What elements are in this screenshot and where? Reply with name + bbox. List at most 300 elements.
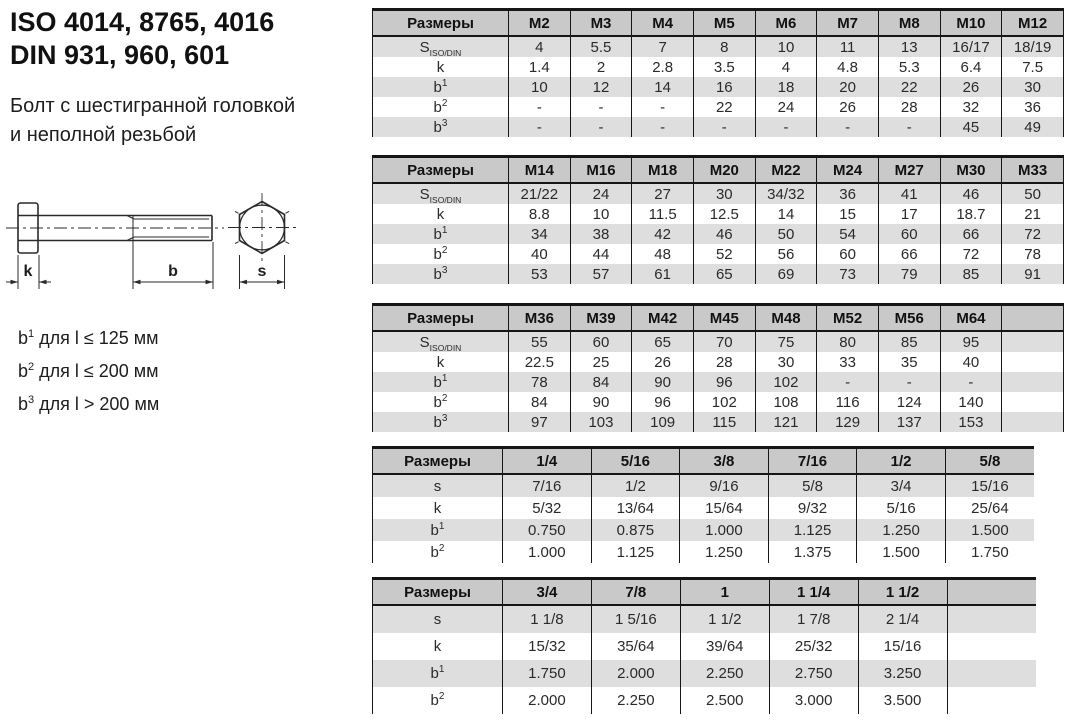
value-cell: 4 [509, 36, 571, 57]
value-cell: - [817, 117, 879, 137]
value-cell: 55 [509, 331, 571, 352]
value-cell: 121 [755, 412, 817, 432]
empty-cell [1002, 331, 1064, 352]
row-label: $b^2$ [373, 392, 509, 412]
value-cell: 1.750 [971, 543, 1009, 561]
value-cell: 16 [693, 77, 755, 97]
column-header: M3 [570, 10, 632, 37]
value-cell: 27 [632, 183, 694, 204]
value-cell: 16/17 [940, 36, 1002, 57]
value-cell: 2 1/4 [858, 605, 947, 633]
value-cell: 22 [693, 97, 755, 117]
table-row [373, 519, 1035, 541]
value-cell: 2.500 [680, 687, 769, 714]
value-cell: 8.8 [509, 204, 571, 224]
column-header: M33 [1002, 157, 1064, 184]
value-cell: - [755, 117, 817, 137]
value-cell: 38 [570, 224, 632, 244]
table-row [373, 687, 1037, 714]
table-row [373, 57, 1064, 77]
value-cell: 11 [817, 36, 879, 57]
value-cell: 0.875 [591, 519, 680, 541]
title-line-din: DIN 931, 960, 601 [10, 40, 230, 70]
value-cell: 2.000 [591, 660, 680, 687]
value-cell: 39/64 [680, 633, 769, 660]
row-label: k [373, 633, 503, 660]
value-cell: 25/64 [971, 499, 1009, 517]
value-cell: 0.750 [503, 519, 592, 541]
table-row [373, 541, 1035, 563]
value-cell: 35 [878, 352, 940, 372]
value-cell: 24 [755, 97, 817, 117]
column-header: M10 [940, 10, 1002, 37]
value-cell: 30 [755, 352, 817, 372]
row-label-header: Размеры [373, 448, 503, 475]
value-cell: 1.250 [680, 541, 769, 563]
value-cell: 2.8 [632, 57, 694, 77]
value-cell: 42 [632, 224, 694, 244]
row-label: $b^3$ [373, 412, 509, 432]
value-cell: 1.750 [503, 660, 592, 687]
table-row [373, 264, 1064, 284]
column-header: M30 [940, 157, 1002, 184]
value-cell: 3.500 [858, 687, 947, 714]
value-cell: 18/19 [1002, 36, 1064, 57]
value-cell: 5.3 [878, 57, 940, 77]
row-label: $b^2$ [373, 687, 503, 714]
row-label-header: Размеры [373, 157, 509, 184]
value-cell: 1/2 [591, 474, 680, 497]
value-cell: 1.500 [857, 541, 946, 563]
value-cell: 12.5 [693, 204, 755, 224]
column-header: M6 [755, 10, 817, 37]
value-cell: 41 [878, 183, 940, 204]
value-cell: 2 [570, 57, 632, 77]
value-cell: 1.000 [680, 519, 769, 541]
value-cell: 22.5 [509, 352, 571, 372]
table-row [373, 392, 1064, 412]
bolt-technical-drawing [0, 185, 340, 320]
value-cell: 18.7 [940, 204, 1002, 224]
row-label-header: Размеры [373, 10, 509, 37]
table-row [373, 331, 1064, 352]
value-cell: 15/16 [858, 633, 947, 660]
value-cell: 60 [570, 331, 632, 352]
table-row [373, 183, 1064, 204]
value-cell: 44 [570, 244, 632, 264]
value-cell: 66 [940, 224, 1002, 244]
table-row [373, 372, 1064, 392]
value-cell: 14 [632, 77, 694, 97]
value-cell: - [509, 117, 571, 137]
column-header: M22 [755, 157, 817, 184]
empty-cell [947, 633, 1036, 660]
value-cell: 46 [940, 183, 1002, 204]
value-cell: 90 [632, 372, 694, 392]
size-table [372, 303, 1064, 432]
dim-label-s: s [257, 263, 267, 280]
value-cell: 5/32 [503, 497, 592, 519]
value-cell: 3.5 [693, 57, 755, 77]
column-header: 7/16 [768, 448, 857, 475]
value-cell: 18 [755, 77, 817, 97]
column-header: M7 [817, 10, 879, 37]
value-cell: 45 [940, 117, 1002, 137]
value-cell: 1 1/2 [680, 605, 769, 633]
value-cell: 34/32 [755, 183, 817, 204]
row-label: $b^1$ [373, 660, 503, 687]
value-cell: - [632, 97, 694, 117]
value-cell: 1 5/16 [591, 605, 680, 633]
value-cell: 96 [693, 372, 755, 392]
column-header: M56 [878, 305, 940, 332]
size-table-imperial-2 [372, 577, 1036, 714]
value-cell: 48 [632, 244, 694, 264]
value-cell: 5/16 [857, 497, 946, 519]
column-header: 3/8 [680, 448, 769, 475]
value-cell: 78 [1002, 244, 1064, 264]
value-cell: 75 [755, 331, 817, 352]
value-cell: 140 [940, 392, 1002, 412]
column-header: M16 [570, 157, 632, 184]
value-cell: 9/16 [680, 474, 769, 497]
value-cell: 1.250 [857, 519, 946, 541]
value-cell: 78 [509, 372, 571, 392]
dim-label-k: k [23, 263, 33, 280]
column-header: 1 1/4 [769, 579, 858, 606]
value-cell: 3/4 [857, 474, 946, 497]
size-table [372, 577, 1036, 714]
footnote-b1: $b^1$ для l ≤ 125 мм [18, 328, 159, 348]
value-cell: 6.4 [940, 57, 1002, 77]
value-cell: 5/8 [768, 474, 857, 497]
column-header: M20 [693, 157, 755, 184]
column-header: 1/2 [857, 448, 946, 475]
value-cell: 2.250 [591, 687, 680, 714]
value-cell: 109 [632, 412, 694, 432]
value-cell: 1.500 [971, 521, 1009, 539]
column-header: 1 1/2 [858, 579, 947, 606]
value-cell: 85 [940, 264, 1002, 284]
value-cell: 50 [755, 224, 817, 244]
value-cell: 1 7/8 [769, 605, 858, 633]
value-cell: 72 [1002, 224, 1064, 244]
value-cell: 33 [817, 352, 879, 372]
value-cell: 3.000 [769, 687, 858, 714]
value-cell: 1.4 [509, 57, 571, 77]
value-cell: 153 [940, 412, 1002, 432]
value-cell: 21/22 [509, 183, 571, 204]
size-table [372, 155, 1064, 284]
value-cell: 57 [570, 264, 632, 284]
footnote-b2: $b^2$ для l ≤ 200 мм [18, 361, 159, 381]
column-header: M2 [509, 10, 571, 37]
value-cell: 36 [817, 183, 879, 204]
empty-column-header [1002, 305, 1064, 332]
value-cell: 9/32 [768, 497, 857, 519]
value-cell: 80 [817, 331, 879, 352]
row-label: $b^2$ [373, 541, 503, 563]
row-label: k [373, 57, 509, 77]
value-cell: 52 [693, 244, 755, 264]
column-header: 5/16 [591, 448, 680, 475]
value-cell: 2.000 [503, 687, 592, 714]
value-cell: 84 [509, 392, 571, 412]
value-cell: 30 [693, 183, 755, 204]
empty-cell [947, 605, 1036, 633]
empty-cell [1002, 352, 1064, 372]
column-header: M12 [1002, 10, 1064, 37]
value-cell: 116 [817, 392, 879, 412]
column-header: M5 [693, 10, 755, 37]
value-cell: 11.5 [632, 204, 694, 224]
title-line-iso: ISO 4014, 8765, 4016 [10, 7, 275, 37]
value-cell: - [570, 97, 632, 117]
value-cell: - [817, 372, 879, 392]
value-cell: 96 [632, 392, 694, 412]
size-table-metric-1 [372, 8, 1064, 137]
row-label: k [373, 352, 509, 372]
value-cell: 1.375 [768, 541, 857, 563]
column-header: M36 [509, 305, 571, 332]
size-table [372, 446, 1034, 563]
row-label: $S_{ISO/DIN}$ [373, 331, 509, 352]
value-cell: 73 [817, 264, 879, 284]
value-cell: - [940, 372, 1002, 392]
value-cell: 15/32 [503, 633, 592, 660]
row-label: $b^3$ [373, 117, 509, 137]
subtitle-line-1: Болт с шестигранной головкой [10, 95, 296, 117]
row-label: $b^2$ [373, 244, 509, 264]
value-cell: 20 [817, 77, 879, 97]
value-cell: 102 [755, 372, 817, 392]
value-cell: 103 [570, 412, 632, 432]
row-label: $b^1$ [373, 224, 509, 244]
value-cell: 15/16 [971, 477, 1009, 495]
row-label: $b^2$ [373, 97, 509, 117]
left-panel [0, 0, 370, 720]
value-cell: 28 [878, 97, 940, 117]
value-cell: 7/16 [503, 474, 592, 497]
table-row [373, 244, 1064, 264]
value-cell: - [878, 372, 940, 392]
value-cell: 97 [509, 412, 571, 432]
subtitle-line-2: и неполной резьбой [10, 124, 197, 146]
value-cell: 54 [817, 224, 879, 244]
empty-cell [947, 687, 1036, 714]
value-cell: 137 [878, 412, 940, 432]
value-cell: 25 [570, 352, 632, 372]
footnotes [18, 320, 159, 419]
row-label: $S_{ISO/DIN}$ [373, 183, 509, 204]
value-cell: 115 [693, 412, 755, 432]
empty-cell [1002, 392, 1064, 412]
value-cell: 65 [632, 331, 694, 352]
column-header: M24 [817, 157, 879, 184]
value-cell: 60 [817, 244, 879, 264]
value-cell: 26 [632, 352, 694, 372]
table-row [373, 204, 1064, 224]
value-cell: 17 [878, 204, 940, 224]
value-cell: 84 [570, 372, 632, 392]
column-header: 7/8 [591, 579, 680, 606]
value-cell: 4.8 [817, 57, 879, 77]
column-header: M42 [632, 305, 694, 332]
value-cell: 1 1/8 [503, 605, 592, 633]
value-cell: 108 [755, 392, 817, 412]
column-header: M4 [632, 10, 694, 37]
value-cell: 1.000 [503, 541, 592, 563]
column-header: 5/8 [945, 448, 1034, 475]
empty-cell [1002, 412, 1064, 432]
column-header: M39 [570, 305, 632, 332]
row-label-header: Размеры [373, 305, 509, 332]
row-label: $b^1$ [373, 372, 509, 392]
column-header: M27 [878, 157, 940, 184]
value-cell: 102 [693, 392, 755, 412]
value-cell: 35/64 [591, 633, 680, 660]
column-header: 1 [680, 579, 769, 606]
value-cell: 12 [570, 77, 632, 97]
value-cell: - [878, 117, 940, 137]
table-row [373, 352, 1064, 372]
value-cell: 13/64 [591, 497, 680, 519]
value-cell: - [693, 117, 755, 137]
value-cell: 69 [755, 264, 817, 284]
value-cell: 61 [632, 264, 694, 284]
value-cell: 53 [509, 264, 571, 284]
value-cell: 4 [755, 57, 817, 77]
header-row [373, 579, 1037, 606]
value-cell: 26 [817, 97, 879, 117]
value-cell: 40 [940, 352, 1002, 372]
value-cell: 24 [570, 183, 632, 204]
value-cell: 124 [878, 392, 940, 412]
column-header: M8 [878, 10, 940, 37]
column-header: M64 [940, 305, 1002, 332]
table-row [373, 117, 1064, 137]
table-row [373, 412, 1064, 432]
value-cell: 22 [878, 77, 940, 97]
value-cell: 85 [878, 331, 940, 352]
table-row [373, 224, 1064, 244]
value-cell: 8 [693, 36, 755, 57]
page-subtitle [10, 92, 295, 150]
empty-cell [947, 660, 1036, 687]
table-row [373, 36, 1064, 57]
value-cell: 15 [817, 204, 879, 224]
value-cell: 1.125 [768, 519, 857, 541]
size-table-imperial-1 [372, 446, 1034, 563]
row-label: k [373, 204, 509, 224]
column-header: M45 [693, 305, 755, 332]
table-row [373, 605, 1037, 633]
empty-column-header [947, 579, 1036, 606]
value-cell: 56 [755, 244, 817, 264]
table-row [373, 474, 1035, 497]
row-label: $b^3$ [373, 264, 509, 284]
column-header: 1/4 [503, 448, 592, 475]
value-cell: 10 [570, 204, 632, 224]
value-cell: 25/32 [769, 633, 858, 660]
row-label: $b^1$ [373, 77, 509, 97]
value-cell: 79 [878, 264, 940, 284]
value-cell: 2.250 [680, 660, 769, 687]
table-row [373, 633, 1037, 660]
table-row [373, 77, 1064, 97]
header-row [373, 157, 1064, 184]
value-cell: 49 [1002, 117, 1064, 137]
row-label: $S_{ISO/DIN}$ [373, 36, 509, 57]
value-cell: 5.5 [570, 36, 632, 57]
value-cell: 34 [509, 224, 571, 244]
value-cell: - [632, 117, 694, 137]
centerlines [6, 193, 296, 262]
value-cell: 95 [940, 331, 1002, 352]
value-cell: 13 [878, 36, 940, 57]
value-cell: 21 [1002, 204, 1064, 224]
row-label: s [373, 605, 503, 633]
value-cell: 66 [878, 244, 940, 264]
value-cell: 10 [509, 77, 571, 97]
value-cell: 129 [817, 412, 879, 432]
value-cell: 50 [1002, 183, 1064, 204]
value-cell: - [509, 97, 571, 117]
value-cell: 36 [1002, 97, 1064, 117]
value-cell: 72 [940, 244, 1002, 264]
value-cell: 1.125 [591, 541, 680, 563]
table-row [373, 97, 1064, 117]
row-label: k [373, 497, 503, 519]
header-row [373, 305, 1064, 332]
value-cell: 60 [878, 224, 940, 244]
column-header: M18 [632, 157, 694, 184]
value-cell: 28 [693, 352, 755, 372]
row-label-header: Размеры [373, 579, 503, 606]
dim-label-b: b [168, 263, 178, 280]
size-table-metric-3 [372, 303, 1064, 432]
value-cell: 3.250 [858, 660, 947, 687]
column-header: 3/4 [503, 579, 592, 606]
value-cell: 46 [693, 224, 755, 244]
row-label: $b^1$ [373, 519, 503, 541]
value-cell: 15/64 [680, 497, 769, 519]
value-cell: 10 [755, 36, 817, 57]
row-label: s [373, 474, 503, 497]
value-cell: 70 [693, 331, 755, 352]
value-cell: 65 [693, 264, 755, 284]
value-cell: 7.5 [1002, 57, 1064, 77]
value-cell: 26 [940, 77, 1002, 97]
value-cell: - [570, 117, 632, 137]
page-title [10, 6, 274, 72]
value-cell: 2.750 [769, 660, 858, 687]
table-row [373, 497, 1035, 519]
size-table-metric-2 [372, 155, 1064, 284]
column-header: M48 [755, 305, 817, 332]
header-row [373, 10, 1064, 37]
value-cell: 30 [1002, 77, 1064, 97]
size-table [372, 8, 1064, 137]
value-cell: 14 [755, 204, 817, 224]
header-row [373, 448, 1035, 475]
footnote-b3: $b^3$ для l > 200 мм [18, 394, 160, 414]
column-header: M14 [509, 157, 571, 184]
value-cell: 7 [632, 36, 694, 57]
empty-cell [1002, 372, 1064, 392]
value-cell: 90 [570, 392, 632, 412]
value-cell: 32 [940, 97, 1002, 117]
